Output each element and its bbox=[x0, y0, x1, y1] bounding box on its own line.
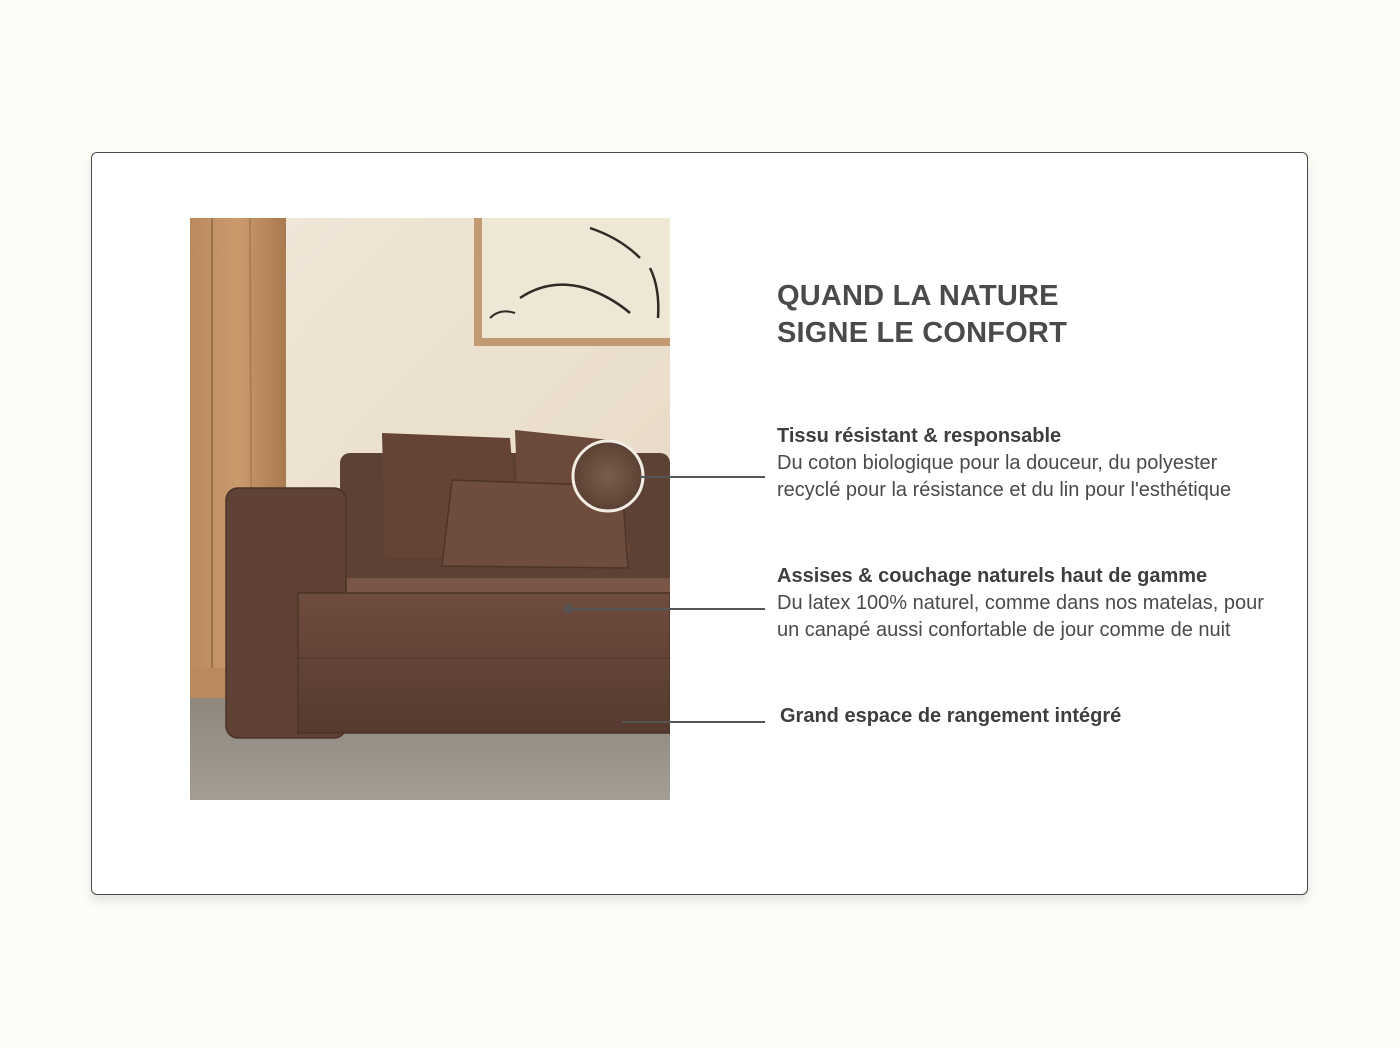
feature-description: Du coton biologique pour la douceur, du polyester recyclé pour la résistance et du lin pour l'esthétique bbox=[777, 452, 1232, 501]
feature-title: Tissu résistant & responsable bbox=[777, 425, 1062, 447]
feature-title: Assises & couchage naturels haut de gamme bbox=[777, 565, 1208, 587]
connector-line-seat bbox=[568, 608, 765, 610]
connector-line-storage bbox=[622, 721, 765, 723]
headline-line-2: SIGNE LE CONFORT bbox=[777, 317, 1067, 349]
feature-storage bbox=[780, 703, 1280, 730]
feature-title: Grand espace de rangement intégré bbox=[780, 705, 1122, 727]
connector-line-fabric bbox=[640, 476, 765, 478]
feature-fabric bbox=[777, 423, 1277, 504]
feature-description: Du latex 100% naturel, comme dans nos matelas, pour un canapé aussi confortable de jour comme de nuit bbox=[777, 592, 1264, 641]
headline bbox=[777, 278, 1067, 352]
sofa-photo bbox=[190, 218, 670, 800]
headline-line-1: QUAND LA NATURE bbox=[777, 280, 1059, 312]
feature-seat bbox=[777, 563, 1277, 644]
